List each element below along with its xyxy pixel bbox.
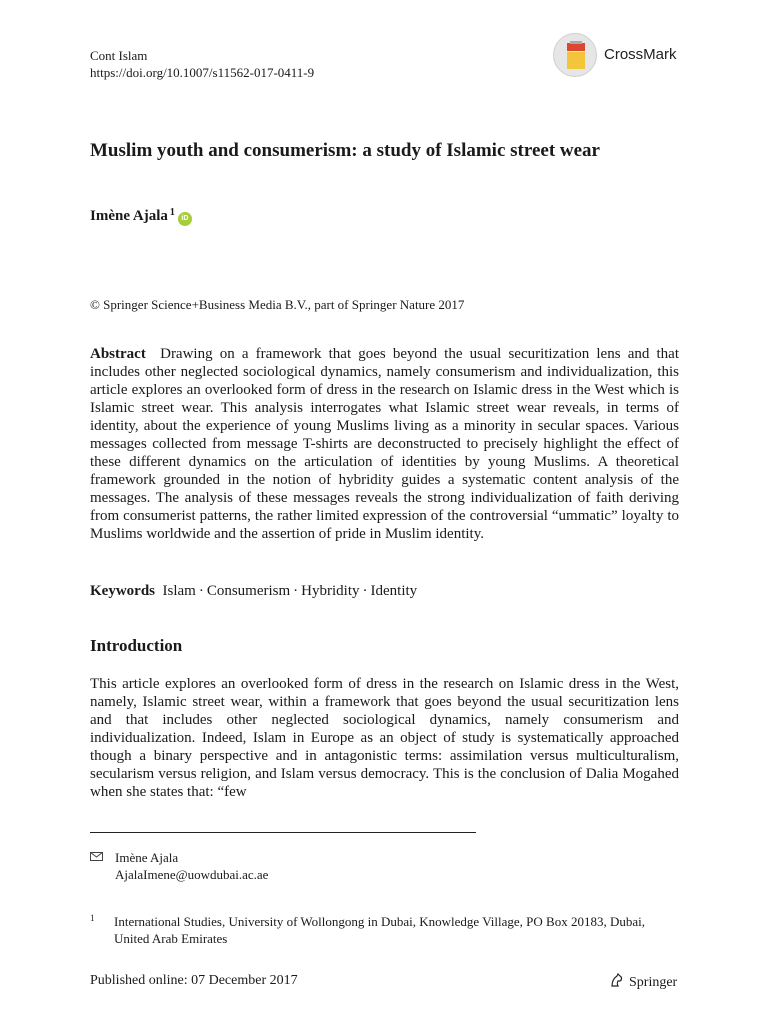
doi-link[interactable]: https://doi.org/10.1007/s11562-017-0411-9 <box>90 65 315 80</box>
publisher-name: Springer <box>629 975 678 990</box>
envelope-icon <box>90 852 103 861</box>
correspondence <box>90 849 268 883</box>
orcid-icon[interactable] <box>178 212 192 226</box>
crossmark-icon <box>553 33 597 77</box>
correspondence-name: Imène Ajala <box>115 850 179 865</box>
copyright-notice: © Springer Science+Business Media B.V., part of Springer Nature 2017 <box>90 297 465 312</box>
keyword: Hybridity <box>301 583 360 599</box>
affiliation-ref: 1 <box>169 207 175 218</box>
keywords-line: Keywords Islam · Consumerism · Hybridity · Identity <box>90 583 418 599</box>
keyword: Islam <box>162 583 196 599</box>
author-line <box>90 208 192 226</box>
footnote-divider <box>90 832 476 833</box>
introduction-text: This article explores an overlooked form of dress in the research on Islamic dress in the West, namely, Islamic street wear, within a framework that goes beyond the usual securitization lens and that includes other neglected sociological dynamics, namely consumerism and individualization. Indeed, Islam in Europe as an object of study is systematically approached though a binary perspective and in antagonistic terms: assimilation versus multiculturalism, secularism versus religion, and Islam versus democracy. This is the conclusion of Dalia Mogahed when she states that: “few <box>90 676 679 800</box>
crossmark-badge[interactable] <box>553 33 681 77</box>
journal-name: Cont Islam <box>90 48 148 63</box>
affiliation-text: International Studies, University of Wollongong in Dubai, Knowledge Village, PO Box 20183, Dubai, United Arab Emirates <box>114 914 645 946</box>
journal-header <box>90 47 314 81</box>
abstract-label: Abstract <box>90 346 146 362</box>
springer-logo <box>609 972 677 994</box>
correspondence-email[interactable]: AjalaImene@uowdubai.ac.ae <box>115 867 269 882</box>
keyword: Consumerism <box>206 583 291 599</box>
affiliation-footnote <box>90 913 680 947</box>
keywords-label: Keywords <box>90 583 155 599</box>
published-date: Published online: 07 December 2017 <box>90 973 298 988</box>
affiliation-number: 1 <box>90 913 95 923</box>
keyword: Identity <box>370 583 418 599</box>
abstract <box>90 345 679 543</box>
abstract-text: Drawing on a framework that goes beyond the usual securitization lens and that includes other neglected sociological dynamics, namely consumerism and individualization, this article explores an overlooked form of dress in the research on Islamic dress in the West which is Islamic street wear. This analysis interrogates what Islamic street wear reveals, in terms of identity, about the experience of young Muslims living as a minority in secular spaces. Various messages collected from message T-shirts are deconstructed to precisely highlight the effect of these different dynamics on the articulation of identities by young Muslims. A theoretical framework grounded in the notion of hybridity guides a systematic content analysis of the messages. The analysis of these messages reveals the strong individualization of faith deriving from consumerist patterns, the rather limited expression of the controversial “ummatic” loyalty to Muslims worldwide and the assertion of pride in Muslim identity. <box>90 346 679 542</box>
author-name: Imène Ajala <box>90 208 168 224</box>
article-title: Muslim youth and consumerism: a study of Islamic street wear <box>90 140 600 161</box>
section-heading: Introduction <box>90 636 183 655</box>
springer-horse-icon <box>609 972 625 994</box>
crossmark-label: CrossMark <box>604 46 677 63</box>
